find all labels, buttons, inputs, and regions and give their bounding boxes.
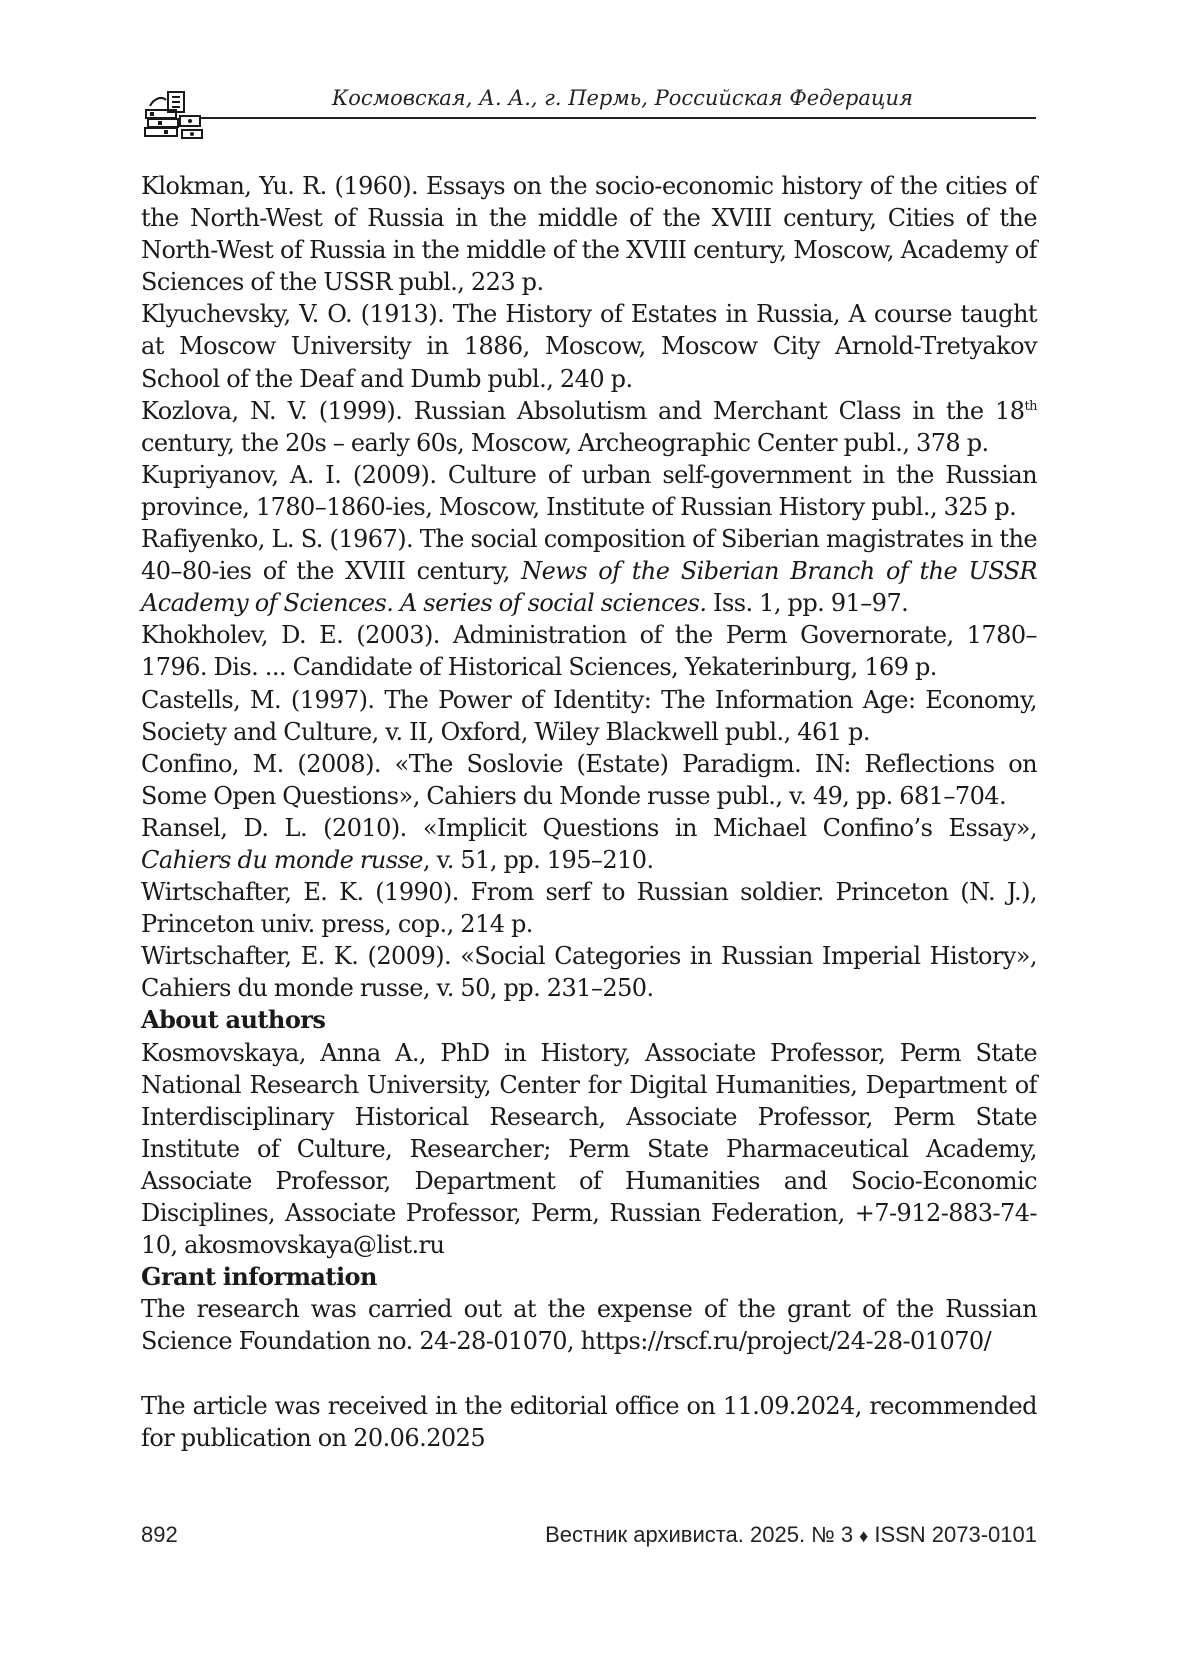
- archive-books-icon: [142, 86, 204, 144]
- reference-item: Rafiyenko, L. S. (1967). The social composition of Siberian magistrates in the 40–80-ies of the XVIII century, News of the Siberian Branch of the USSR Academy of Sciences. A series of social sciences. Iss. 1, pp. 91–97.: [141, 525, 1037, 618]
- reference-item: Confino, M. (2008). «The Soslovie (Estate) Paradigm. IN: Reflections on Some Open Questions», Cahiers du Monde russe publ., v. 49, pp. 681–704.: [141, 749, 1037, 810]
- received-note: The article was received in the editorial office on 11.09.2024, recommended for publication on 20.06.2025: [141, 1391, 1037, 1452]
- header-divider: [200, 117, 1036, 119]
- article-body: [141, 170, 1037, 1454]
- journal-info: [545, 1522, 1037, 1548]
- issn: ISSN 2073-0101: [874, 1522, 1037, 1547]
- reference-item: Khokholev, D. E. (2003). Administration of the Perm Governorate, 1780–1796. Dis. ... Candidate of Historical Sciences, Yekaterinburg, 169 p.: [141, 621, 1037, 682]
- about-authors-heading: About authors: [141, 1005, 326, 1035]
- reference-item: Kupriyanov, A. I. (2009). Culture of urban self-government in the Russian province, 1780–1860-ies, Moscow, Institute of Russian History publ., 325 p.: [141, 460, 1037, 521]
- reference-item: Wirtschafter, E. K. (2009). «Social Categories in Russian Imperial History», Cahiers du monde russe, v. 50, pp. 231–250.: [141, 942, 1037, 1003]
- reference-item: Kozlova, N. V. (1999). Russian Absolutism and Merchant Class in the 18th century, the 20s – early 60s, Moscow, Archeographic Center publ., 378 p.: [141, 396, 1037, 457]
- reference-item: Wirtschafter, E. K. (1990). From serf to Russian soldier. Princeton (N. J.), Princeton univ. press, cop., 214 p.: [141, 878, 1037, 939]
- grant-heading: Grant information: [141, 1262, 377, 1292]
- reference-item: Klyuchevsky, V. O. (1913). The History of Estates in Russia, A course taught at Moscow University in 1886, Moscow, Moscow City Arnold-Tretyakov School of the Deaf and Dumb publ., 240 p.: [141, 300, 1037, 393]
- reference-item: Klokman, Yu. R. (1960). Essays on the socio-economic history of the cities of the North-West of Russia in the middle of the XVIII century, Cities of the North-West of Russia in the middle of the XVIII century, Moscow, Academy of Sciences of the USSR publ., 223 p.: [141, 172, 1037, 297]
- page-number: 892: [141, 1522, 178, 1547]
- running-header: Космовская, А. А., г. Пермь, Российская Федерация: [332, 86, 913, 110]
- reference-item: Ransel, D. L. (2010). «Implicit Questions in Michael Confino’s Essay», Cahiers du monde russe, v. 51, pp. 195–210.: [141, 813, 1037, 874]
- reference-list: [141, 170, 1037, 1004]
- grant-text: The research was carried out at the expense of the grant of the Russian Science Foundation no. 24-28-01070, https://rscf.ru/project/24-28-01070/: [141, 1295, 1037, 1356]
- diamond-separator-icon: ♦: [859, 1526, 869, 1546]
- reference-item: Castells, M. (1997). The Power of Identity: The Information Age: Economy, Society and Culture, v. II, Oxford, Wiley Blackwell publ., 461 p.: [141, 685, 1037, 746]
- paragraph-gap: [141, 1357, 1037, 1389]
- journal-title: Вестник архивиста. 2025. № 3: [545, 1522, 854, 1547]
- about-authors-text: Kosmovskaya, Anna A., PhD in History, Associate Professor, Perm State National Research University, Center for Digital Humanities, Department of Interdisciplinary Historical Research, Associate Professor, Perm State Institute of Culture, Researcher; Perm State Pharmaceutical Academy, Associate Professor, Department of Humanities and Socio-Economic Disciplines, Associate Professor, Perm, Russian Federation, +7-912-883-74-10, akosmovskaya@list.ru: [141, 1038, 1037, 1260]
